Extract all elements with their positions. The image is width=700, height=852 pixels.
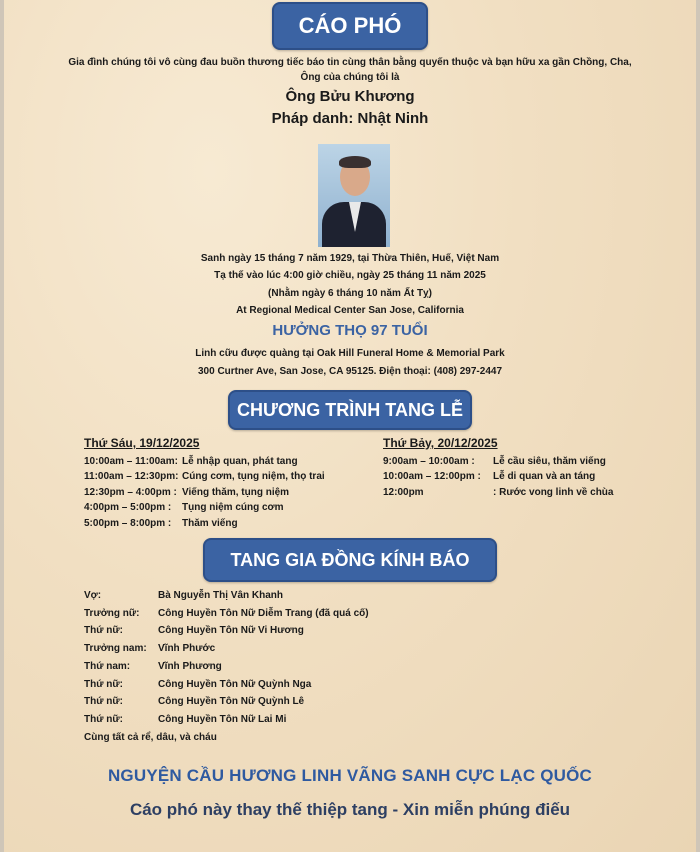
family-member: Thứ nữ: Công Huyền Tôn Nữ Vi Hương [84,625,304,637]
saturday-schedule [383,436,613,500]
program-title-banner: CHƯƠNG TRÌNH TANG LỄ [228,390,472,430]
intro-text: Gia đình chúng tôi vô cùng đau buồn thương tiếc báo tin cùng thân bằng quyến thuộc và bạn hữu xa gần Chồng, Cha, Ông của chúng tôi là [68,57,632,83]
birth-info: Sanh ngày 15 tháng 7 năm 1929, tại Thừa Thiên, Huế, Việt Nam [200,253,500,264]
friday-date: Thứ Sáu, 19/12/2025 [84,436,200,450]
schedule-row: 4:00pm – 5:00pm : Tụng niệm cúng cơm [84,502,284,513]
schedule-row: 12:00pm : Rước vong linh về chùa [383,486,614,498]
schedule-row: 11:00am – 12:30pm: Cúng cơm, tụng niệm, thọ trai [84,471,325,482]
deceased-name: Ông Bửu Khương [285,88,415,105]
lunar-date: (Nhằm ngày 6 tháng 10 năm Ất Tỵ) [268,288,432,299]
family-member: Thứ nữ: Công Huyền Tôn Nữ Quỳnh Nga [84,678,312,690]
funeral-address: 300 Curtner Ave, San Jose, CA 95125. Điện thoại: (408) 297-2447 [197,366,503,377]
family-member: Trưởng nam: Vĩnh Phước [84,643,216,655]
obituary-title-banner: CÁO PHÓ [272,2,428,50]
funeral-home: Linh cữu được quàng tại Oak Hill Funeral Home & Memorial Park [195,348,505,359]
schedule-row: 5:00pm – 8:00pm : Thăm viếng [84,517,238,529]
portrait-photo [318,144,390,247]
prayer-line: NGUYỆN CẦU HƯƠNG LINH VÃNG SANH CỰC LẠC QUỐC [107,766,593,785]
closing-note: Cáo phó này thay thế thiệp tang - Xin miễn phúng điếu [129,800,571,819]
death-info: Tạ thế vào lúc 4:00 giờ chiều, ngày 25 tháng 11 năm 2025 [214,270,486,281]
friday-schedule [84,436,325,531]
family-member: Thứ nam: Vĩnh Phương [84,660,222,672]
saturday-date: Thứ Bảy, 20/12/2025 [383,436,498,450]
family-member: Thứ nữ: Công Huyền Tôn Nữ Lai Mi [84,713,287,725]
family-footer: Cùng tất cả rể, dâu, và cháu [84,731,217,743]
schedule-row: 12:30pm – 4:00pm : Viếng thăm, tụng niệm [84,486,290,498]
family-member: Vợ: Bà Nguyễn Thị Vân Khanh [84,590,284,601]
family-member: Trưởng nữ: Công Huyền Tôn Nữ Diễm Trang (đã quá cố) [84,607,369,619]
age-heading: HƯỞNG THỌ 97 TUỔI [272,322,428,339]
family-list [84,587,369,746]
dharma-name: Pháp danh: Nhật Ninh [271,110,429,127]
death-place: At Regional Medical Center San Jose, California [236,305,464,316]
family-title-banner: TANG GIA ĐỒNG KÍNH BÁO [203,538,497,582]
family-member: Thứ nữ: Công Huyền Tôn Nữ Quỳnh Lê [84,696,305,708]
schedule-row: 10:00am – 11:00am: Lễ nhập quan, phát tang [84,455,298,467]
schedule-row: 9:00am – 10:00am : Lễ cầu siêu, thăm viếng [383,455,606,467]
schedule-row: 10:00am – 12:00pm : Lễ di quan và an táng [383,471,596,482]
